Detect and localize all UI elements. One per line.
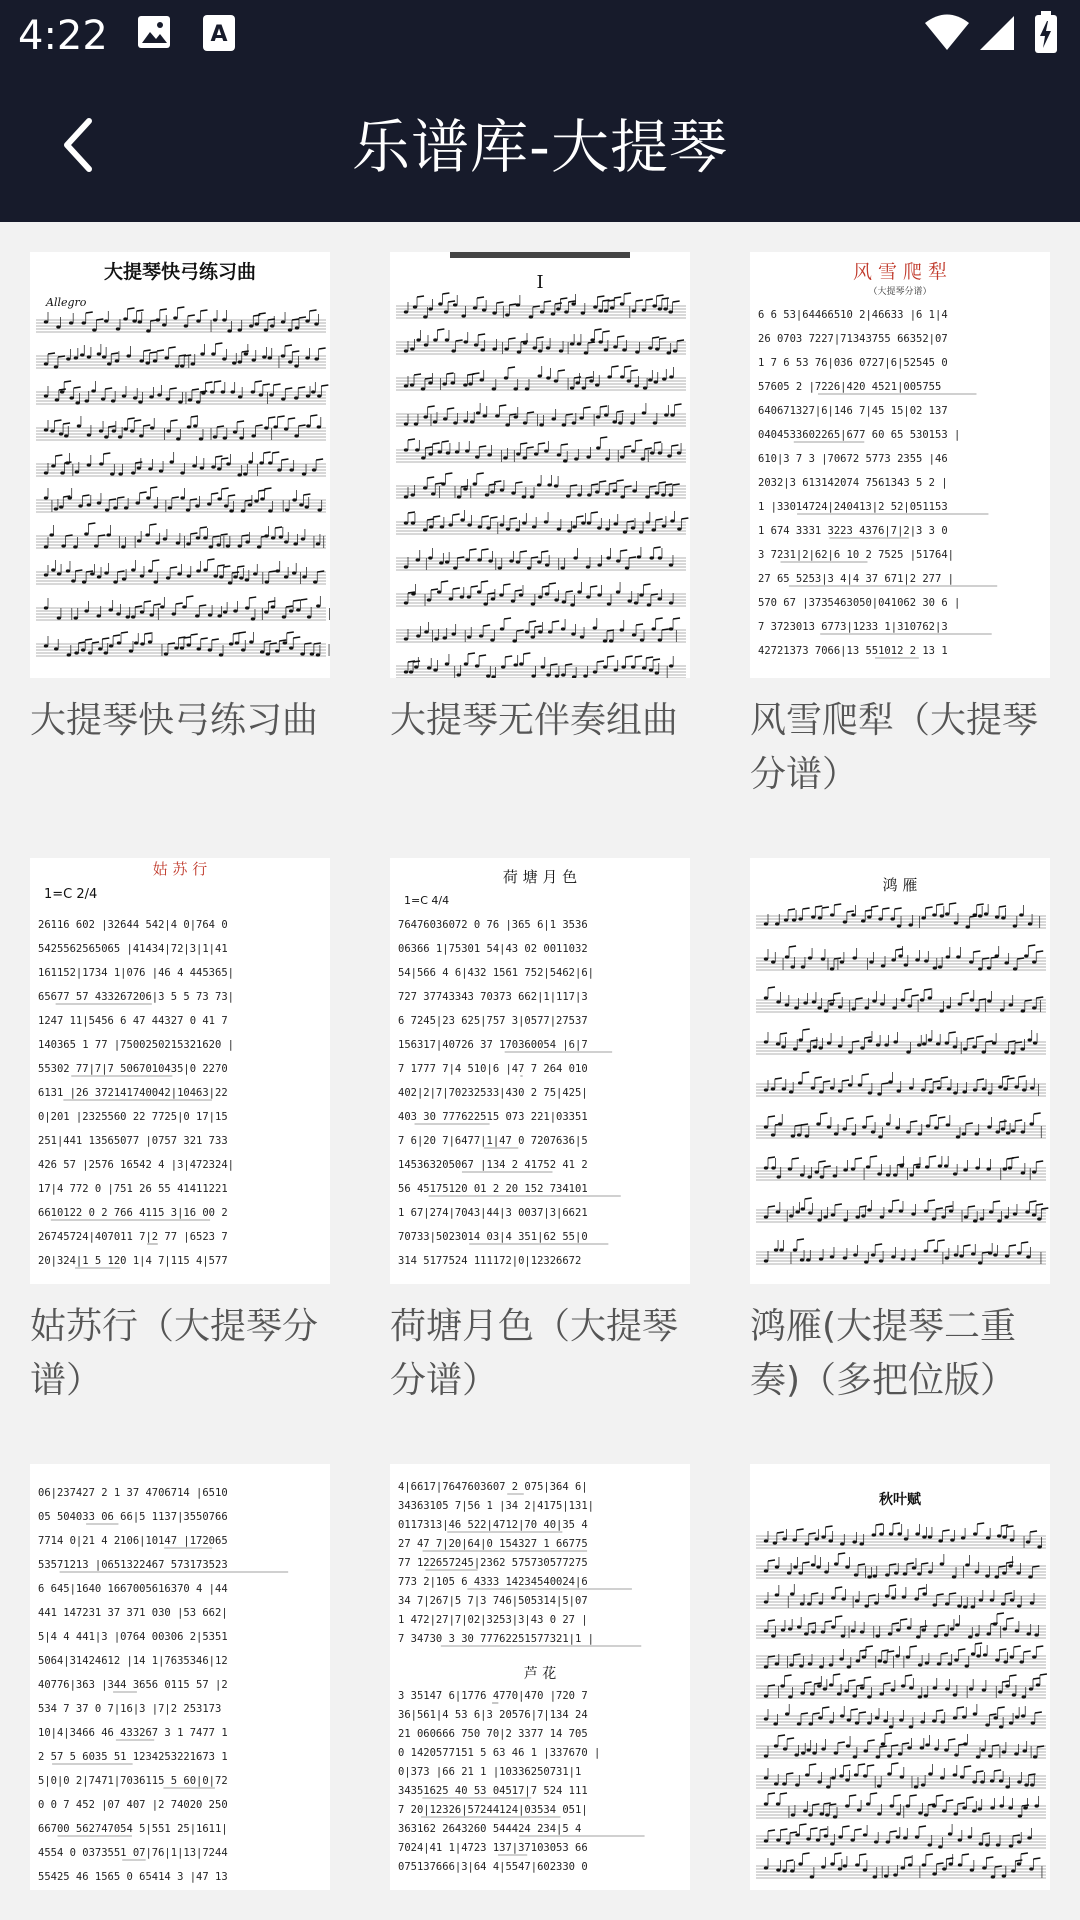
svg-text:76476036072 0 76 |365 6|1 3536: 76476036072 0 76 |365 6|1 3536 — [398, 919, 588, 931]
image-icon — [136, 14, 172, 54]
score-card[interactable] — [30, 252, 330, 748]
notation-texture — [38, 1487, 288, 1883]
score-thumbnail — [390, 858, 690, 1284]
svg-text:7 20|12326|57244124|03534 051|: 7 20|12326|57244124|03534 051| — [398, 1804, 588, 1816]
svg-text:27 65 5253|3 4|4 37 671|2 277: 27 65 5253|3 4|4 37 671|2 277 | — [758, 573, 954, 585]
svg-text:1247 11|5456 6 47 44327 0 41 7: 1247 11|5456 6 47 44327 0 41 7 — [38, 1015, 228, 1027]
svg-text:0 0 7 452 |07 407 |2 74020 250: 0 0 7 452 |07 407 |2 74020 250 — [38, 1799, 228, 1811]
thumb-heading: 风 雪 爬 犁 — [852, 261, 948, 283]
svg-text:17|4 772 0 |751 26 55 41411221: 17|4 772 0 |751 26 55 41411221 — [38, 1183, 228, 1195]
svg-text:06366 1|75301 54|43 02 0011032: 06366 1|75301 54|43 02 0011032 — [398, 943, 588, 955]
battery-icon — [1034, 10, 1058, 58]
score-thumbnail — [750, 1464, 1050, 1890]
notation-texture — [36, 307, 330, 657]
svg-text:0 1420577151 5 63 46 1 |337670: 0 1420577151 5 63 46 1 |337670 | — [398, 1747, 601, 1759]
notation-texture — [398, 919, 621, 1267]
svg-text:34363105 7|56 1 |34 2|4175|131: 34363105 7|56 1 |34 2|4175|131| — [398, 1500, 594, 1512]
svg-text:534 7 37 0 7|16|3 |7|2 253173: 534 7 37 0 7|16|3 |7|2 253173 — [38, 1703, 222, 1715]
svg-text:441 147231 37 371 030 |53 662|: 441 147231 37 371 030 |53 662| — [38, 1607, 228, 1619]
status-bar — [0, 0, 1080, 72]
svg-text:156317|40726 37 170360054 |6|7: 156317|40726 37 170360054 |6|7 — [398, 1039, 588, 1051]
notation-texture — [396, 293, 688, 678]
score-grid — [0, 222, 1080, 1920]
svg-text:426 57 |2576 16542 4 |3|472324: 426 57 |2576 16542 4 |3|472324| — [38, 1159, 234, 1171]
svg-text:55302 77|7|7 5067010435|0 2270: 55302 77|7|7 5067010435|0 2270 — [38, 1063, 228, 1075]
svg-text:A: A — [210, 22, 228, 47]
svg-text:6610122 0 2 766 4115 3|16 00 2: 6610122 0 2 766 4115 3|16 00 2 — [38, 1207, 228, 1219]
svg-text:363162 2643260 544424 234|5 4: 363162 2643260 544424 234|5 4 — [398, 1823, 582, 1835]
svg-text:1 472|27|7|02|3253|3|43 0 27 |: 1 472|27|7|02|3253|3|43 0 27 | — [398, 1614, 588, 1626]
svg-text:7714 0|21 4 2106|10147 |172065: 7714 0|21 4 2106|10147 |172065 — [38, 1535, 228, 1547]
score-card[interactable] — [390, 1464, 690, 1906]
svg-text:0404533602265|677 60 65 530153: 0404533602265|677 60 65 530153 | — [758, 429, 961, 441]
score-thumbnail — [750, 252, 1050, 678]
thumb-heading: 大提琴快弓练习曲 — [103, 261, 257, 283]
svg-text:10|4|3466 46 433267 3 1 7477 1: 10|4|3466 46 433267 3 1 7477 1 — [38, 1727, 228, 1739]
svg-text:57605 2 |7226|420 4521|005755: 57605 2 |7226|420 4521|005755 — [758, 381, 942, 393]
svg-text:6 645|1640 1667005616370 4 |44: 6 645|1640 1667005616370 4 |44 — [38, 1583, 228, 1595]
score-title: 荷塘月色（大提琴分谱） — [390, 1306, 679, 1401]
score-thumbnail — [390, 1464, 690, 1890]
svg-text:314 5177524 111172|0|12326672: 314 5177524 111172|0|12326672 — [398, 1255, 582, 1267]
svg-text:20|324|1 5 120 1|4 7|115 4|577: 20|324|1 5 120 1|4 7|115 4|577 — [38, 1255, 228, 1267]
svg-text:55425 46 1565 0 65414 3 |47 13: 55425 46 1565 0 65414 3 |47 13 — [38, 1871, 228, 1883]
svg-text:5425562565065 |41434|72|3|1|41: 5425562565065 |41434|72|3|1|41 — [38, 943, 228, 955]
score-thumbnail — [750, 858, 1050, 1284]
svg-text:36|561|4 53 6|3 20576|7|134 24: 36|561|4 53 6|3 20576|7|134 24 — [398, 1709, 588, 1721]
score-card[interactable] — [390, 252, 690, 748]
svg-text:3 7231|2|62|6 10 2 7525 |51764: 3 7231|2|62|6 10 2 7525 |51764| — [758, 549, 954, 561]
score-card[interactable] — [750, 858, 1050, 1408]
score-card[interactable] — [750, 1464, 1050, 1906]
thumb-heading: 姑 苏 行 — [152, 860, 208, 878]
svg-text:34 7|267|5 7|3 746|505314|5|07: 34 7|267|5 7|3 746|505314|5|07 — [398, 1595, 588, 1607]
svg-text:4554 0 0373551 07|76|1|13|7244: 4554 0 0373551 07|76|1|13|7244 — [38, 1847, 228, 1859]
wifi-icon — [924, 12, 970, 56]
text-a-icon — [202, 14, 236, 56]
svg-text:251|441 13565077 |0757 321 733: 251|441 13565077 |0757 321 733 — [38, 1135, 228, 1147]
page-title: 乐谱库-大提琴 — [352, 113, 728, 181]
svg-text:54|566 4 6|432 1561 752|5462|6: 54|566 4 6|432 1561 752|5462|6| — [398, 967, 594, 979]
svg-text:140365 1 77 |7500250215321620: 140365 1 77 |7500250215321620 | — [38, 1039, 234, 1051]
score-title: 鸿雁(大提琴二重奏)（多把位版） — [750, 1306, 1017, 1401]
svg-text:27 47 7|20|64|0 154327 1 66775: 27 47 7|20|64|0 154327 1 66775 — [398, 1538, 588, 1550]
svg-text:570 67 |3735463050|041062 30 6: 570 67 |3735463050|041062 30 6 | — [758, 597, 961, 609]
score-title: 姑苏行（大提琴分谱） — [30, 1306, 319, 1401]
svg-text:640671327|6|146 7|45 15|02 137: 640671327|6|146 7|45 15|02 137 — [758, 405, 948, 417]
svg-text:40776|363 |344 3656 0115 57 |2: 40776|363 |344 3656 0115 57 |2 — [38, 1679, 228, 1691]
thumb-tempo: Allegro — [46, 296, 87, 309]
notation-texture — [756, 903, 1048, 1265]
score-card[interactable] — [390, 858, 690, 1408]
svg-text:7 3723013 6773|1233 1|310762|3: 7 3723013 6773|1233 1|310762|3 — [758, 621, 948, 633]
thumb-heading: 芦 花 — [523, 1666, 557, 1682]
svg-text:21 060666 750 70|2 3377 14 705: 21 060666 750 70|2 3377 14 705 — [398, 1728, 588, 1740]
score-thumbnail — [390, 252, 690, 678]
svg-text:1 674 3331 3223 4376|7|2|3 3 0: 1 674 3331 3223 4376|7|2|3 3 0 — [758, 525, 948, 537]
score-card[interactable] — [30, 858, 330, 1408]
svg-text:4|6617|7647603607 2 075|364 6|: 4|6617|7647603607 2 075|364 6| — [398, 1481, 588, 1493]
svg-text:402|2|7|70232533|430 2 75|425|: 402|2|7|70232533|430 2 75|425| — [398, 1087, 588, 1099]
svg-text:161152|1734 1|076 |46 4 445365: 161152|1734 1|076 |46 4 445365| — [38, 967, 234, 979]
thumb-heading: 秋叶赋 — [879, 1492, 921, 1508]
svg-text:6 6 53|64466510 2|46633 |6 1|4: 6 6 53|64466510 2|46633 |6 1|4 — [758, 309, 948, 321]
notation-texture — [38, 919, 234, 1268]
svg-text:1 7 6 53 76|036 0727|6|52545 0: 1 7 6 53 76|036 0727|6|52545 0 — [758, 357, 948, 369]
svg-text:0|201 |2325560 22 7725|0 17|15: 0|201 |2325560 22 7725|0 17|15 — [38, 1111, 228, 1123]
svg-text:3 35147 6|1776 4770|470 |720 7: 3 35147 6|1776 4770|470 |720 7 — [398, 1690, 588, 1702]
thumb-heading: 荷 塘 月 色 — [502, 868, 578, 886]
score-card[interactable] — [30, 1464, 330, 1906]
thumb-subtitle: 1=C 2/4 — [44, 887, 98, 902]
svg-text:610|3 7 3 |70672 5773 2355 |46: 610|3 7 3 |70672 5773 2355 |46 — [758, 453, 948, 465]
svg-text:7 1777 7|4 510|6 |47 7 264 010: 7 1777 7|4 510|6 |47 7 264 010 — [398, 1063, 588, 1075]
score-title: 大提琴快弓练习曲 — [30, 700, 319, 741]
status-time: 4:22 — [18, 13, 108, 59]
svg-text:26 0703 7227|71343755 66352|07: 26 0703 7227|71343755 66352|07 — [758, 333, 948, 345]
svg-text:66700 562747054 5|551 25|1611|: 66700 562747054 5|551 25|1611| — [38, 1823, 228, 1835]
svg-text:77 122657245|2362 575730577275: 77 122657245|2362 575730577275 — [398, 1557, 588, 1569]
svg-text:145363205067 |134 2 41752 41 2: 145363205067 |134 2 41752 41 2 — [398, 1159, 588, 1171]
notation-texture — [398, 1481, 645, 1873]
score-thumbnail — [30, 1464, 330, 1890]
svg-text:403 30 777622515 073 221|03351: 403 30 777622515 073 221|03351 — [398, 1111, 588, 1123]
svg-text:0117313|46 522|4712|70 40|35 4: 0117313|46 522|4712|70 40|35 4 — [398, 1519, 588, 1531]
svg-text:26116 602 |32644 542|4 0|764 0: 26116 602 |32644 542|4 0|764 0 — [38, 919, 228, 931]
svg-text:7 6|20 7|6477|1|47 0 7207636|5: 7 6|20 7|6477|1|47 0 7207636|5 — [398, 1135, 588, 1147]
app-bar — [0, 72, 1080, 222]
svg-text:7 34730 3 30 77762251577321|1: 7 34730 3 30 77762251577321|1 | — [398, 1633, 594, 1645]
svg-text:34351625 40 53 04517|7 524 111: 34351625 40 53 04517|7 524 111 — [398, 1785, 588, 1797]
svg-text:42721373 7066|13 551012 2 13 1: 42721373 7066|13 551012 2 13 1 — [758, 645, 948, 657]
svg-text:773 2|105 6 4333 14234540024|6: 773 2|105 6 4333 14234540024|6 — [398, 1576, 588, 1588]
svg-text:1 67|274|7043|44|3 0037|3|6621: 1 67|274|7043|44|3 0037|3|6621 — [398, 1207, 588, 1219]
thumb-subtitle: （大提琴分谱） — [868, 287, 932, 297]
score-title: 大提琴无伴奏组曲 — [390, 700, 679, 741]
svg-text:075137666|3|64 4|5547|602330 0: 075137666|3|64 4|5547|602330 0 — [398, 1861, 588, 1873]
svg-text:05 504033 06 66|5 1137|3550766: 05 504033 06 66|5 1137|3550766 — [38, 1511, 228, 1523]
signal-icon — [978, 14, 1016, 56]
svg-text:0|373 |66 21 1 |10336250731|1: 0|373 |66 21 1 |10336250731|1 — [398, 1766, 582, 1778]
svg-text:70733|5023014 03|4 351|62 55|0: 70733|5023014 03|4 351|62 55|0 — [398, 1231, 588, 1243]
score-thumbnail — [30, 252, 330, 678]
svg-text:53571213 |0651322467 573173523: 53571213 |0651322467 573173523 — [38, 1559, 228, 1571]
score-title: 风雪爬犁（大提琴分谱） — [750, 700, 1039, 795]
thumb-heading: 鸿 雁 — [882, 876, 918, 894]
svg-text:26745724|407011 7|2 77 |6523 7: 26745724|407011 7|2 77 |6523 7 — [38, 1231, 228, 1243]
svg-text:2 57 5 6035 51 1234253221673 1: 2 57 5 6035 51 1234253221673 1 — [38, 1751, 228, 1763]
svg-text:6 7245|23 625|757 3|0577|27537: 6 7245|23 625|757 3|0577|27537 — [398, 1015, 588, 1027]
notation-texture — [756, 1523, 1047, 1879]
score-card[interactable] — [750, 252, 1050, 802]
svg-text:6131 |26 372141740042|10463|22: 6131 |26 372141740042|10463|22 — [38, 1087, 228, 1099]
svg-text:5|0|0 2|7471|7036115 5 60|0|72: 5|0|0 2|7471|7036115 5 60|0|72 — [38, 1775, 228, 1787]
svg-text:5064|31424612 |14 1|7635346|12: 5064|31424612 |14 1|7635346|12 — [38, 1655, 228, 1667]
svg-text:1 |33014724|240413|2 52|051153: 1 |33014724|240413|2 52|051153 — [758, 501, 948, 513]
svg-text:56 45175120 01 2 20 152 734101: 56 45175120 01 2 20 152 734101 — [398, 1183, 588, 1195]
svg-text:65677 57 433267206|3 5 5 73 73: 65677 57 433267206|3 5 5 73 73| — [38, 991, 234, 1003]
svg-text:2032|3 613142074 7561343 5 2 |: 2032|3 613142074 7561343 5 2 | — [758, 477, 948, 489]
svg-text:5|4 4 441|3 |0764 00306 2|5351: 5|4 4 441|3 |0764 00306 2|5351 — [38, 1631, 228, 1643]
svg-text:7024|41 1|4723 137|37103053 66: 7024|41 1|4723 137|37103053 66 — [398, 1842, 588, 1854]
thumb-subtitle: 1=C 4/4 — [404, 894, 450, 907]
score-thumbnail — [30, 858, 330, 1284]
thumb-heading: I — [536, 272, 544, 293]
svg-text:727 37743343 70373 662|1|117|3: 727 37743343 70373 662|1|117|3 — [398, 991, 588, 1003]
notation-texture — [758, 309, 997, 658]
svg-text:06|237427 2 1 37 4706714 |6510: 06|237427 2 1 37 4706714 |6510 — [38, 1487, 228, 1499]
